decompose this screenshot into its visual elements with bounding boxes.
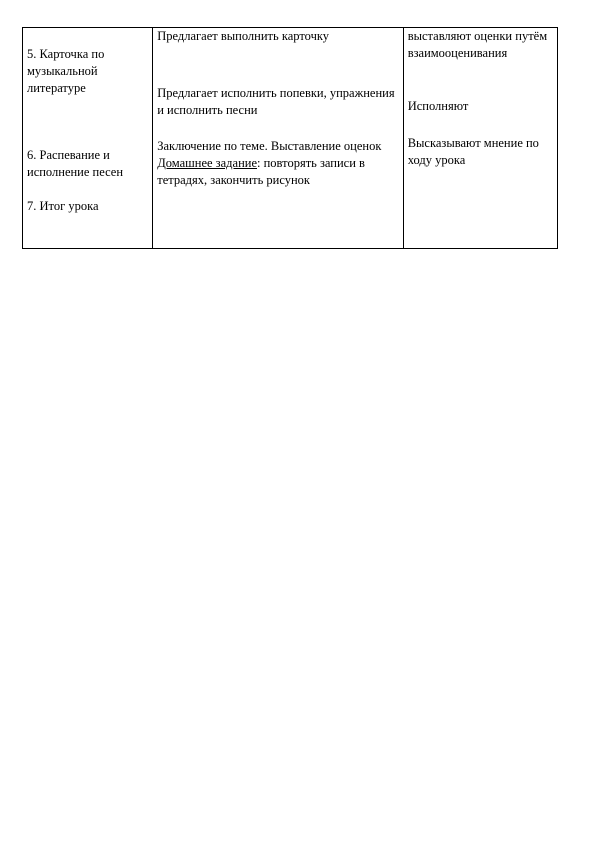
stage-7-text: 7. Итог урока bbox=[27, 199, 99, 213]
singing-task-text: Предлагает исполнить попевки, упражнения и исполнить песни bbox=[157, 86, 395, 117]
card-task-text: Предлагает выполнить карточку bbox=[157, 29, 330, 43]
stage-cell bbox=[23, 28, 153, 249]
conclusion-text: Заключение по теме. Выставление оценок bbox=[157, 139, 382, 153]
stage-5-text: 5. Карточка по музыкальной литературе bbox=[27, 47, 105, 95]
table-row bbox=[23, 28, 558, 249]
lesson-plan-table bbox=[22, 27, 558, 249]
homework-details: : повторять записи в тетрадях, закончить рисунок bbox=[157, 156, 365, 187]
grading-text: выставляют оценки путём взаимооценивания bbox=[407, 29, 548, 60]
teacher-activity-cell bbox=[153, 28, 403, 249]
homework-text bbox=[157, 155, 399, 189]
pupils-activity-cell bbox=[403, 28, 557, 249]
stage-6-text: 6. Распевание и исполнение песен bbox=[27, 148, 124, 179]
opinion-text: Высказывают мнение по ходу урока bbox=[407, 136, 539, 167]
homework-label: Домашнее задание bbox=[157, 156, 258, 170]
perform-text: Исполняют bbox=[407, 99, 469, 113]
